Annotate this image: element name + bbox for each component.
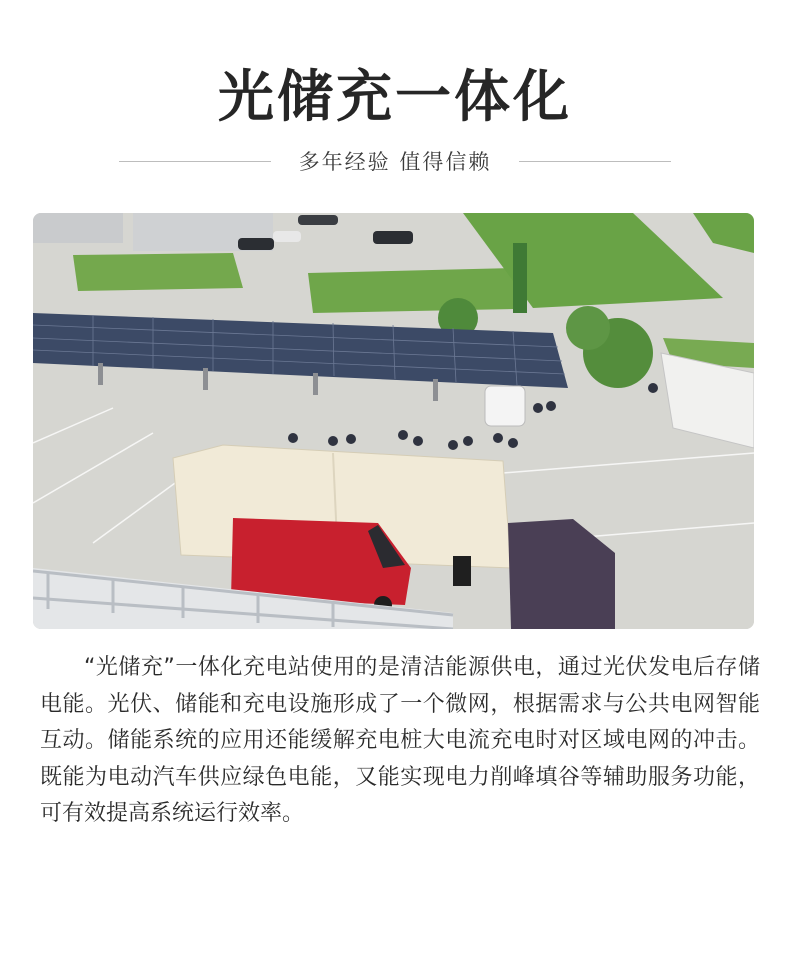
subtitle-row — [0, 144, 790, 178]
charging-equipment — [453, 556, 471, 586]
page-subtitle: 多年经验 值得信赖 — [298, 150, 492, 174]
grass-patch — [73, 253, 243, 291]
building — [33, 213, 123, 243]
tree — [566, 306, 610, 350]
page-title: 光储充一体化 — [218, 65, 572, 130]
car — [273, 231, 301, 242]
subtitle-left-rule — [119, 161, 271, 162]
car — [298, 215, 338, 225]
solar-carport-aerial-illustration — [33, 213, 754, 629]
grass-patch — [308, 268, 515, 313]
description-paragraph: “光储充”一体化充电站使用的是清洁能源供电，通过光伏发电后存储电能。光伏、储能和充电设施形成了一个微网，根据需求与公共电网智能互动。储能系统的应用还能缓解充电桩大电流充电时对区域电网的冲击。既能为电动汽车供应绿色电能，又能实现电力削峰填谷等辅助服务功能，可有效提高系统运行效率。 — [40, 655, 760, 826]
white-car — [485, 386, 525, 426]
subtitle-right-rule — [519, 161, 671, 162]
car — [238, 238, 274, 250]
car — [373, 231, 413, 244]
hero-photo — [33, 213, 754, 629]
hedge — [513, 243, 527, 313]
